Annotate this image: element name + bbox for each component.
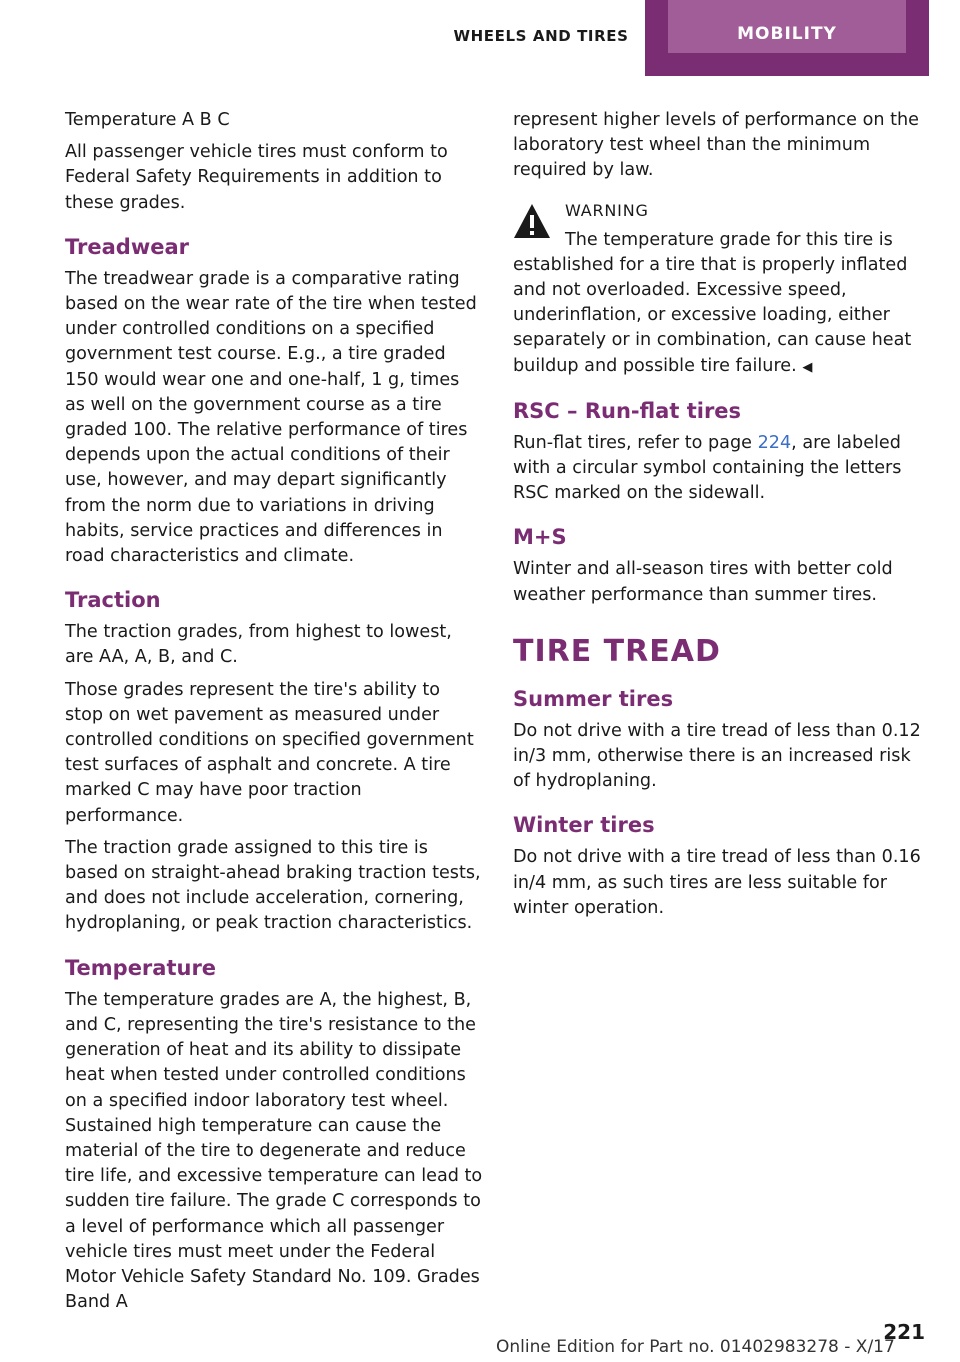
chapter-tab[interactable] [645, 0, 929, 76]
chapter-title: MOBILITY [737, 24, 837, 44]
rsc-heading: RSC – Run-flat tires [513, 398, 742, 423]
summer-tires-heading: Summer tires [513, 686, 674, 711]
temperature-paragraph: The temperature grades are A, the highest, B, and C, representing the tire's resistance to the generation of heat and its ability to dissipate heat when tested under controlled conditions on a specified indoor laboratory test wheel. Sustained high temperature can cause the material of the tire to degenerate and reduce tire life, and excessive temperature can lead to sudden tire failure. The grade C corresponds to a level of performance which all passenger vehicle tires must meet under the Federal Motor Vehicle Safety Standard No. 109. Grades Band A [65, 989, 483, 1313]
temperature-heading: Temperature [65, 955, 217, 980]
intro-paragraph: All passenger vehicle tires must conform to Federal Safety Requirements in addition to these grades. [65, 142, 448, 213]
continued-paragraph: represent higher levels of performance on the laboratory test wheel than the minimum required by law. [513, 110, 919, 181]
warning-block [513, 200, 921, 380]
ms-paragraph: Winter and all-season tires with better cold weather performance than summer tires. [513, 559, 893, 605]
warning-text-body: The temperature grade for this tire is established for a tire that is properly inflated and not overloaded. Excessive speed, underinflation, or excessive loading, either separately or in combination, can cause heat buildup and possible tire failure. [513, 229, 912, 376]
running-header-section [446, 0, 636, 76]
summer-tires-paragraph: Do not drive with a tire tread of less than 0.12 in/3 mm, otherwise there is an increased risk of hydroplaning. [513, 720, 921, 792]
right-column [513, 108, 921, 928]
left-column [65, 108, 483, 1322]
warning-triangle-icon [513, 202, 551, 240]
winter-tires-heading: Winter tires [513, 813, 655, 838]
traction-heading: Traction [65, 588, 161, 613]
tire-tread-heading: TIRE TREAD [513, 633, 721, 669]
traction-paragraph-2: Those grades represent the tire's ability to stop on wet pavement as measured under controlled conditions on specified government test surfaces of asphalt and concrete. A tire marked C may have poor traction performance. [65, 679, 474, 826]
page-reference-link[interactable]: 224 [757, 432, 792, 453]
intro-line: Temperature A B C [65, 110, 230, 130]
treadwear-heading: Treadwear [65, 234, 189, 259]
edition-note: Online Edition for Part no. 01402983278 - X/17 [496, 1337, 895, 1357]
rsc-text-before: Run-flat tires, refer to page [513, 432, 758, 453]
warning-text [513, 228, 921, 380]
end-of-warning-mark: ◀ [802, 359, 813, 375]
rsc-text-after: , are labeled with a circular symbol containing the letters RSC marked on the sidewall. [513, 432, 902, 504]
treadwear-paragraph: The treadwear grade is a comparative rating based on the wear rate of the tire when tested under controlled conditions on a specified government test course. E.g., a tire graded 150 would wear one and one-half, 1 g, times as well on the government course as a tire graded 100. The relative performance of tires depends upon the actual conditions of their use, however, and may depart significantly from the norm due to variations in driving habits, service practices and differences in road characteristics and climate. [65, 268, 477, 567]
section-title: WHEELS AND TIRES [453, 27, 629, 45]
page-number: 221 [883, 1320, 925, 1344]
winter-tires-paragraph: Do not drive with a tire tread of less than 0.16 in/4 mm, as such tires are less suitable for winter operation. [513, 847, 921, 918]
traction-paragraph-3: The traction grade assigned to this tire is based on straight-ahead braking traction tests, and does not include acceleration, cornering, hydroplaning, or peak traction characteristics. [65, 837, 481, 934]
ms-heading: M+S [513, 525, 567, 550]
warning-label: WARNING [565, 200, 649, 220]
rsc-paragraph [513, 431, 921, 507]
page-footer [0, 1308, 960, 1362]
traction-paragraph-1: The traction grades, from highest to lowest, are AA, A, B, and C. [65, 622, 452, 668]
